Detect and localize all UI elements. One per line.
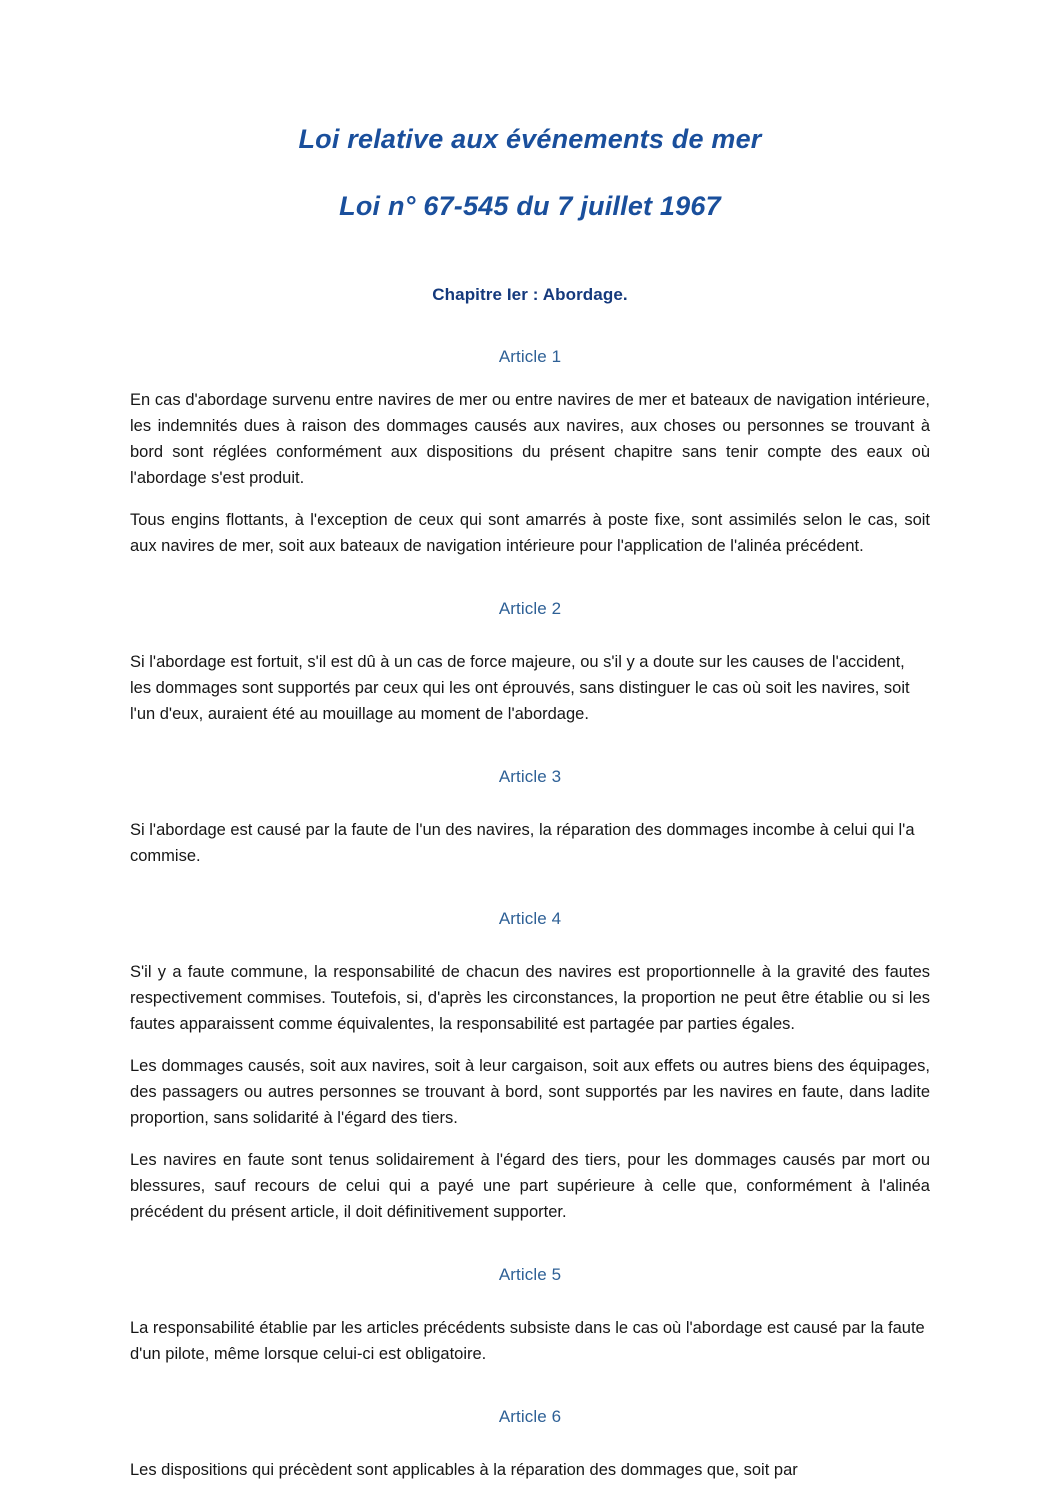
spacer [130,787,930,817]
spacer [130,869,930,909]
article-section-6 [130,1407,930,1483]
article-heading-5: Article 5 [498,1264,562,1284]
article-paragraph: Si l'abordage est causé par la faute de l'un des navires, la réparation des dommages incombe à celui qui l'a commise. [130,820,915,865]
spacer [130,559,930,599]
spacer [130,1225,930,1265]
article-paragraph: Les dispositions qui précèdent sont applicables à la réparation des dommages que, soit par [130,1460,798,1479]
spacer [130,305,930,347]
article-paragraph: Tous engins flottants, à l'exception de ceux qui sont amarrés à poste fixe, sont assimilés selon le cas, soit aux navires de mer, soit aux bateaux de navigation intérieure pour l'application de l'alinéa précédent. [130,510,930,555]
chapter-heading: Chapitre Ier : Abordage. [432,284,628,304]
page-title: Loi relative aux événements de mer [298,124,762,154]
article-paragraph: Si l'abordage est fortuit, s'il est dû à un cas de force majeure, ou s'il y a doute sur les causes de l'accident, les dommages sont supportés par ceux qui les ont éprouvés, sans distinguer le cas où soit les navires, soit l'un d'eux, auraient été au mouillage au moment de l'abordage. [130,652,910,723]
article-section-5 [130,1265,930,1367]
article-paragraph: La responsabilité établie par les articles précédents subsiste dans le cas où l'abordage est causé par la faute d'un pilote, même lorsque celui-ci est obligatoire. [130,1318,925,1363]
spacer [130,1427,930,1457]
spacer [130,367,930,387]
spacer [130,1131,930,1147]
spacer [130,1285,930,1315]
article-heading-2: Article 2 [498,598,562,618]
article-section-2 [130,599,930,727]
article-paragraph: Les dommages causés, soit aux navires, soit à leur cargaison, soit aux effets ou autres biens des équipages, des passagers ou autres personnes se trouvant à bord, sont supportés par les navires en faute, dans ladite proportion, sans solidarité à l'égard des tiers. [130,1056,930,1127]
document-content [130,0,930,1483]
article-section-1 [130,347,930,559]
spacer [130,1367,930,1407]
article-heading-3: Article 3 [498,766,562,786]
spacer [130,491,930,507]
spacer [130,727,930,767]
article-section-3 [130,767,930,869]
article-paragraph: S'il y a faute commune, la responsabilité de chacun des navires est proportionnelle à la gravité des fautes respectivement commises. Toutefois, si, d'après les circonstances, la proportion ne peut être établie ou si les fautes apparaissent comme équivalentes, la responsabilité est partagée par parties égales. [130,962,930,1033]
article-heading-4: Article 4 [498,908,562,928]
article-heading-6: Article 6 [498,1406,562,1426]
page-subtitle: Loi n° 67-545 du 7 juillet 1967 [339,191,721,222]
article-section-4 [130,909,930,1225]
spacer [130,1037,930,1053]
article-heading-1: Article 1 [498,346,562,366]
article-paragraph: En cas d'abordage survenu entre navires de mer ou entre navires de mer et bateaux de navigation intérieure, les indemnités dues à raison des dommages causés aux navires, aux choses ou personnes se trouvant à bord sont réglées conformément aux dispositions du présent chapitre sans tenir compte des eaux où l'abordage s'est produit. [130,390,930,487]
spacer [130,619,930,649]
article-paragraph: Les navires en faute sont tenus solidairement à l'égard des tiers, pour les dommages causés par mort ou blessures, sauf recours de celui qui a payé une part supérieure à celle que, conformément à l'alinéa précédent du présent article, il doit définitivement supporter. [130,1150,930,1221]
spacer [130,929,930,959]
